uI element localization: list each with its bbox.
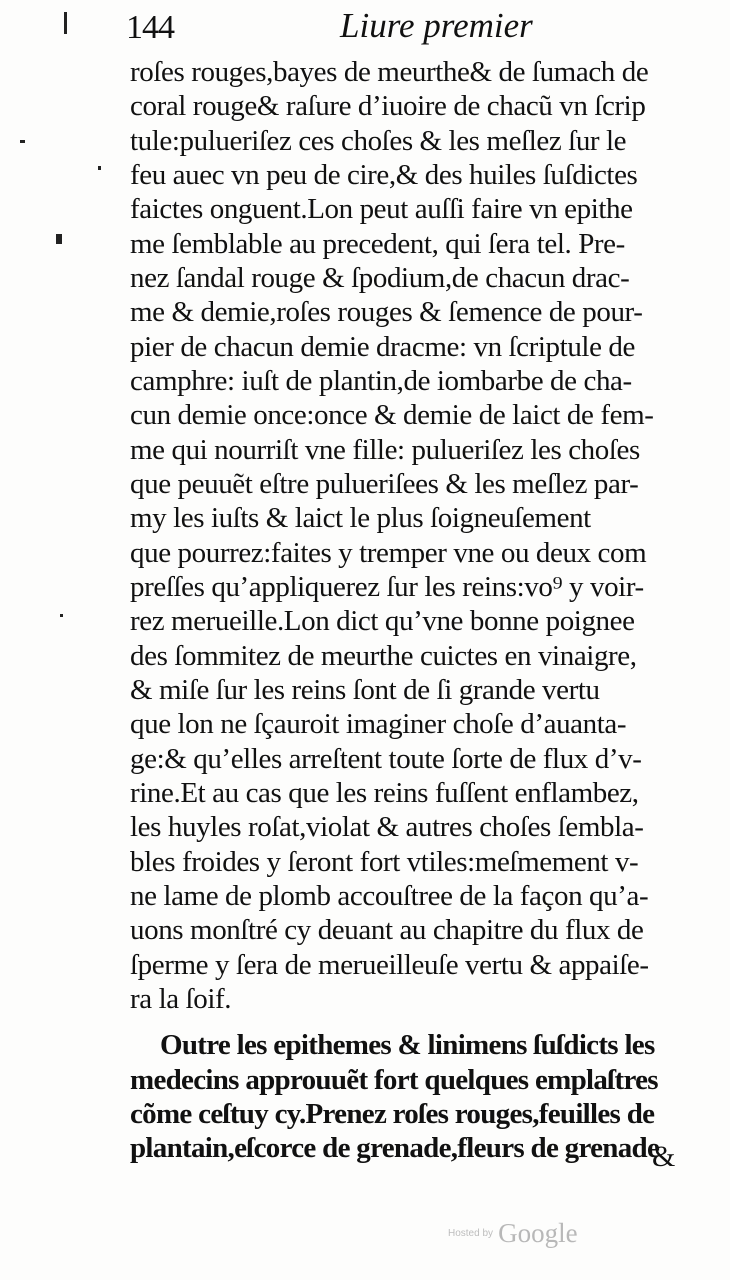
text-line: me qui nourriſt vne fille: pulueriſez les choſes bbox=[130, 433, 640, 466]
google-watermark bbox=[448, 1218, 578, 1249]
text-line: coral rouge& raſure d’iuoire de chacũ vn ſcrip bbox=[130, 90, 646, 123]
speck bbox=[64, 12, 67, 34]
text-line: ſperme y ſera de merueilleuſe vertu & appaiſe- bbox=[130, 948, 649, 981]
text-line: roſes rouges,bayes de meurthe& de ſumach de bbox=[130, 56, 649, 88]
google-logo: Google bbox=[498, 1218, 578, 1248]
text-line: tule:pulueriſez ces choſes & les meſlez ſur le bbox=[130, 124, 627, 157]
text-line: pier de chacun demie dracme: vn ſcriptule de bbox=[130, 330, 635, 363]
text-line: que peuuẽt eſtre pulueriſees & les meſlez par- bbox=[130, 467, 639, 500]
speck bbox=[20, 140, 25, 143]
text-line: me ſemblable au precedent, qui ſera tel. Pre- bbox=[130, 227, 625, 260]
text-line: des ſommitez de meurthe cuictes en vinaigre, bbox=[130, 639, 637, 672]
text-line: camphre: iuſt de plantin,de iombarbe de cha- bbox=[130, 364, 632, 397]
catchword: & bbox=[652, 1140, 676, 1173]
speck bbox=[60, 614, 63, 617]
text-line: ne lame de plomb accouſtree de la façon qu’a- bbox=[130, 879, 649, 912]
paragraph-line: Outre les epithemes & linimens ſuſdicts les bbox=[160, 1029, 655, 1062]
text-line: ge:& qu’elles arreſtent toute ſorte de flux d’v- bbox=[130, 742, 642, 775]
text-line: ra la ſoif. bbox=[130, 982, 232, 1015]
running-head: Liure premier bbox=[340, 6, 533, 45]
paragraph-line: plantain,eſcorce de grenade,fleurs de grenade bbox=[130, 1132, 660, 1165]
text-line: preſſes qu’appliquerez ſur les reins:vo⁹ y voir- bbox=[130, 570, 644, 603]
paragraph-line: cõme ceſtuy cy.Prenez roſes rouges,feuilles de bbox=[130, 1097, 655, 1130]
text-line: my les iuſts & laict le plus ſoigneuſement bbox=[130, 502, 591, 535]
text-line: & miſe ſur les reins ſont de ſi grande vertu bbox=[130, 673, 600, 706]
page-number: 144 bbox=[126, 9, 174, 46]
text-line: bles froides y ſeront fort vtiles:meſmement v- bbox=[130, 845, 639, 878]
text-line: que lon ne ſçauroit imaginer choſe d’auanta- bbox=[130, 708, 627, 741]
text-line: me & demie,roſes rouges & ſemence de pour- bbox=[130, 296, 643, 329]
text-line: que pourrez:faites y tremper vne ou deux com bbox=[130, 536, 647, 569]
text-line: rez merueille.Lon dict qu’vne bonne poignee bbox=[130, 605, 635, 638]
paragraph-line: medecins approuuẽt fort quelques emplaſtres bbox=[130, 1063, 658, 1096]
text-line: faictes onguent.Lon peut auſſi faire vn epithe bbox=[130, 193, 633, 226]
text-line: nez ſandal rouge & ſpodium,de chacun drac- bbox=[130, 261, 630, 294]
text-line: uons monſtré cy deuant au chapitre du flux de bbox=[130, 914, 644, 947]
text-line: feu auec vn peu de cire,& des huiles ſuſdictes bbox=[130, 158, 638, 191]
speck bbox=[56, 234, 62, 244]
text-line: les huyles roſat,violat & autres choſes ſembla- bbox=[130, 811, 644, 844]
speck bbox=[98, 166, 101, 170]
text-line: rine.Et au cas que les reins fuſſent enflambez, bbox=[130, 776, 639, 809]
watermark-prefix: Hosted by bbox=[448, 1228, 494, 1239]
body-text bbox=[130, 55, 700, 1166]
text-line: cun demie once:once & demie de laict de fem- bbox=[130, 399, 654, 432]
